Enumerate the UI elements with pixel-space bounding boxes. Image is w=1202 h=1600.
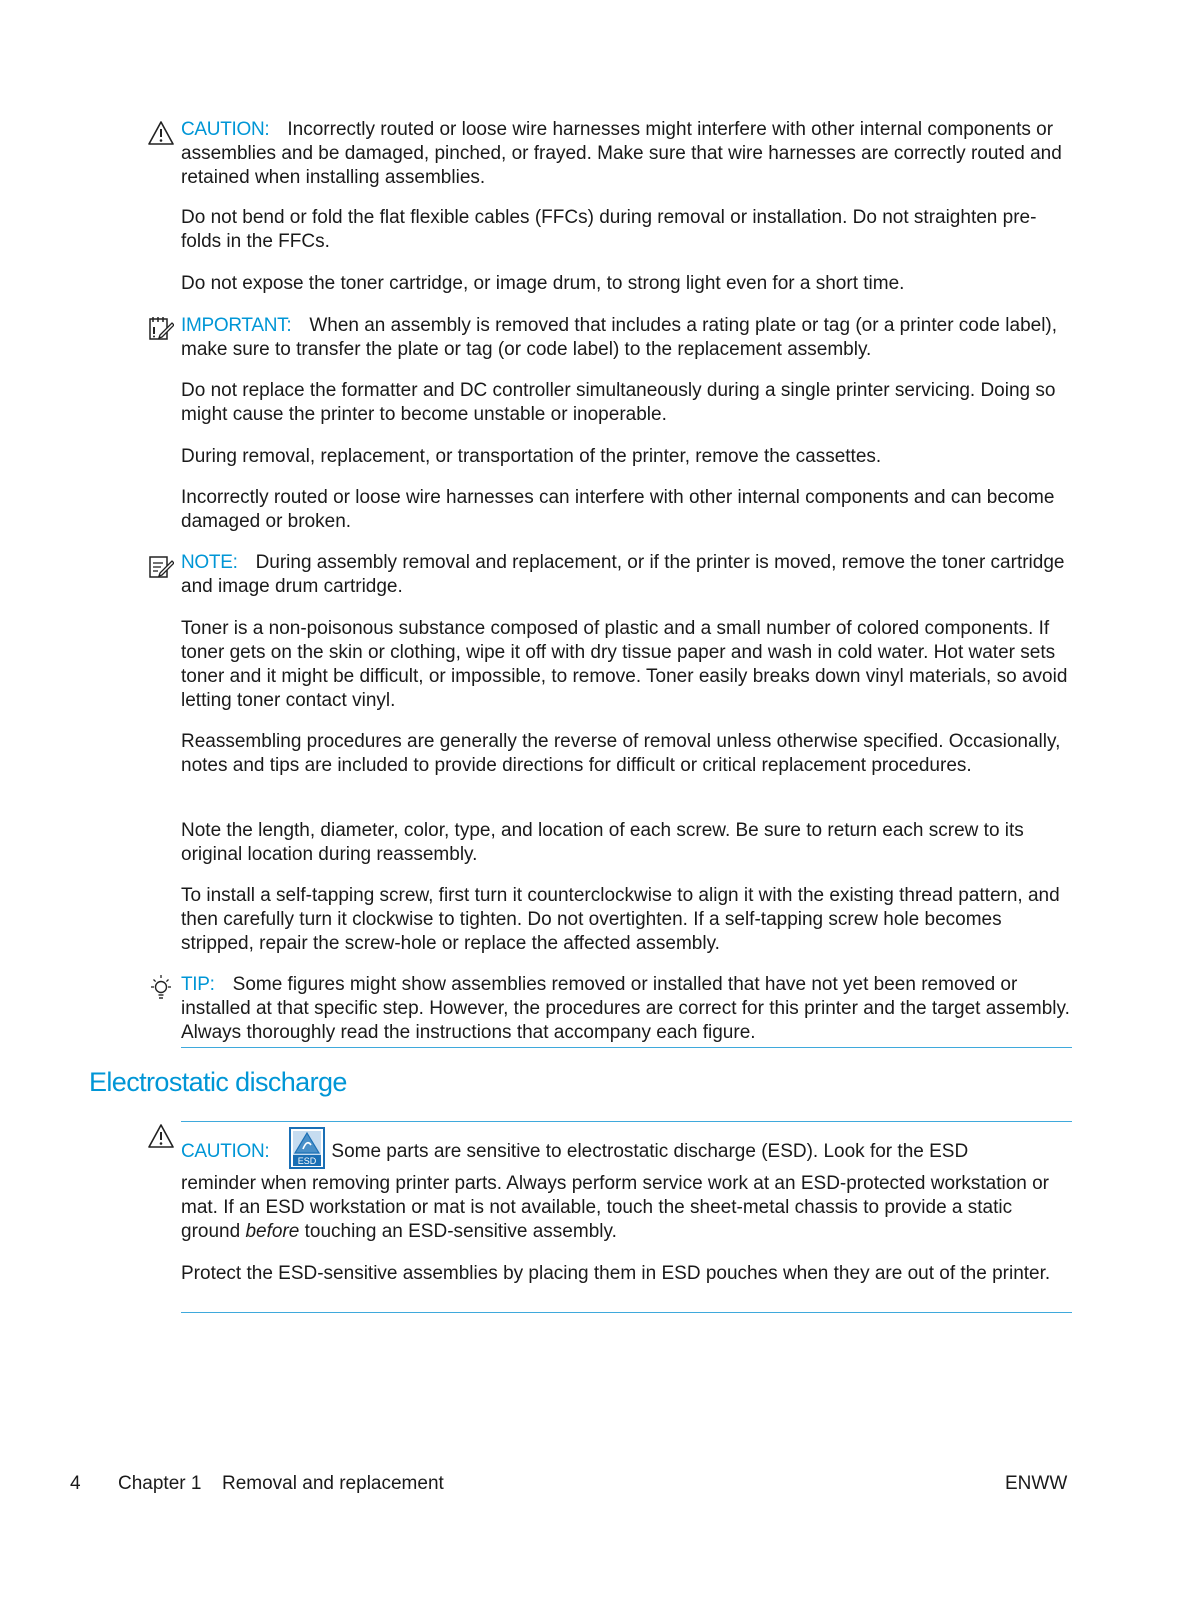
paragraph: To install a self-tapping screw, first turn it counterclockwise to align it with the existing thread pattern, and then carefully turn it clockwise to tighten. Do not overtighten. If a self-tapping screw hole becomes stripped, repair the screw-hole or replace the affected assembly. [181, 885, 1060, 954]
paragraph: Reassembling procedures are generally the reverse of removal unless otherwise specified. Occasionally, notes and tips are included to provide directions for difficult or critical replacement procedures. [181, 731, 1061, 776]
important-label: IMPORTANT: [181, 315, 292, 336]
esd-caution-label: CAUTION: [181, 1141, 270, 1163]
caution-text: Incorrectly routed or loose wire harnesses might interfere with other internal components or assemblies and be damaged, pinched, or frayed. Make sure that wire harnesses are correctly routed and retained when installing assemblies. [181, 119, 1062, 188]
footer-locale-code: ENWW [1005, 1473, 1068, 1494]
tip-lightbulb-icon [148, 974, 174, 1000]
tip-label: TIP: [181, 974, 215, 995]
esd-caution-continuation [181, 1172, 1076, 1244]
caution-notice [181, 118, 1076, 190]
note-paragraph-screws [181, 819, 1076, 867]
caution-paragraph-light [181, 272, 1076, 296]
paragraph: Do not replace the formatter and DC controller simultaneously during a single printer servicing. Doing so might cause the printer to become unstable or inoperable. [181, 380, 1056, 425]
note-label: NOTE: [181, 552, 238, 573]
note-paragraph-self-tapping [181, 884, 1076, 956]
note-notice [181, 551, 1076, 599]
paragraph: During removal, replacement, or transportation of the printer, remove the cassettes. [181, 446, 882, 467]
note-icon [148, 553, 174, 579]
esd-caution-line1: Some parts are sensitive to electrostatic discharge (ESD). Look for the ESD [331, 1141, 969, 1163]
important-text: When an assembly is removed that includes a rating plate or tag (or a printer code label), make sure to transfer the plate or tag (or code label) to the replacement assembly. [181, 315, 1058, 360]
page-number: 4 [70, 1473, 81, 1494]
esd-icon-label: ESD [298, 1156, 317, 1166]
tip-text: Some figures might show assemblies removed or installed that have not yet been removed or installed at that specific step. However, the procedures are correct for this printer and the target assembly. Always thoroughly read the instructions that accompany each figure. [181, 974, 1070, 1043]
paragraph: Note the length, diameter, color, type, and location of each screw. Be sure to return each screw to its original location during reassembly. [181, 820, 1024, 865]
caution-top-divider [181, 1121, 1072, 1122]
important-note-icon [148, 315, 174, 341]
note-paragraph-reassembling [181, 730, 1076, 778]
note-text: During assembly removal and replacement, or if the printer is moved, remove the toner cartridge and image drum cartridge. [181, 552, 1065, 597]
footer-chapter-title: Removal and replacement [222, 1473, 444, 1494]
paragraph: Do not bend or fold the flat flexible cables (FFCs) during removal or installation. Do not straighten pre-folds in the FFCs. [181, 207, 1037, 252]
paragraph: Incorrectly routed or loose wire harnesses can interfere with other internal components and can become damaged or broken. [181, 487, 1055, 532]
note-paragraph-toner [181, 617, 1076, 713]
tip-divider [181, 1047, 1072, 1048]
tip-notice [181, 973, 1076, 1045]
esd-text-emphasis: before [245, 1221, 300, 1242]
caution-paragraph-ffc [181, 206, 1076, 254]
esd-paragraph-pouches [181, 1262, 1076, 1286]
important-paragraph-formatter [181, 379, 1076, 427]
esd-caution-notice [181, 1131, 1076, 1173]
caution-label: CAUTION: [181, 119, 270, 140]
section-heading: Electrostatic discharge [89, 1067, 347, 1097]
paragraph: Toner is a non-poisonous substance composed of plastic and a small number of colored components. If toner gets on the skin or clothing, wipe it off with dry tissue paper and wash in cold water. Hot water sets toner and it might be difficult, or impossible, to remove. Toner easily breaks down vinyl materials, so avoid letting toner contact vinyl. [181, 618, 1068, 711]
esd-sensitive-icon [289, 1127, 325, 1169]
esd-text-post: touching an ESD-sensitive assembly. [299, 1221, 617, 1242]
footer-chapter: Chapter 1 [118, 1473, 202, 1494]
caution-warning-icon [148, 120, 174, 146]
caution-warning-icon [148, 1123, 174, 1149]
paragraph: Do not expose the toner cartridge, or image drum, to strong light even for a short time. [181, 273, 905, 294]
important-paragraph-cassettes [181, 445, 1076, 469]
esd-text-pre: reminder when removing printer parts. Always perform service work at an ESD-protected workstation or mat. If an ESD workstation or mat is not available, touch the sheet-metal chassis to provide a static ground [181, 1173, 1050, 1242]
important-paragraph-harnesses [181, 486, 1076, 534]
paragraph: Protect the ESD-sensitive assemblies by placing them in ESD pouches when they are out of the printer. [181, 1263, 1051, 1284]
important-notice [181, 314, 1076, 362]
esd-bottom-divider [181, 1312, 1072, 1313]
